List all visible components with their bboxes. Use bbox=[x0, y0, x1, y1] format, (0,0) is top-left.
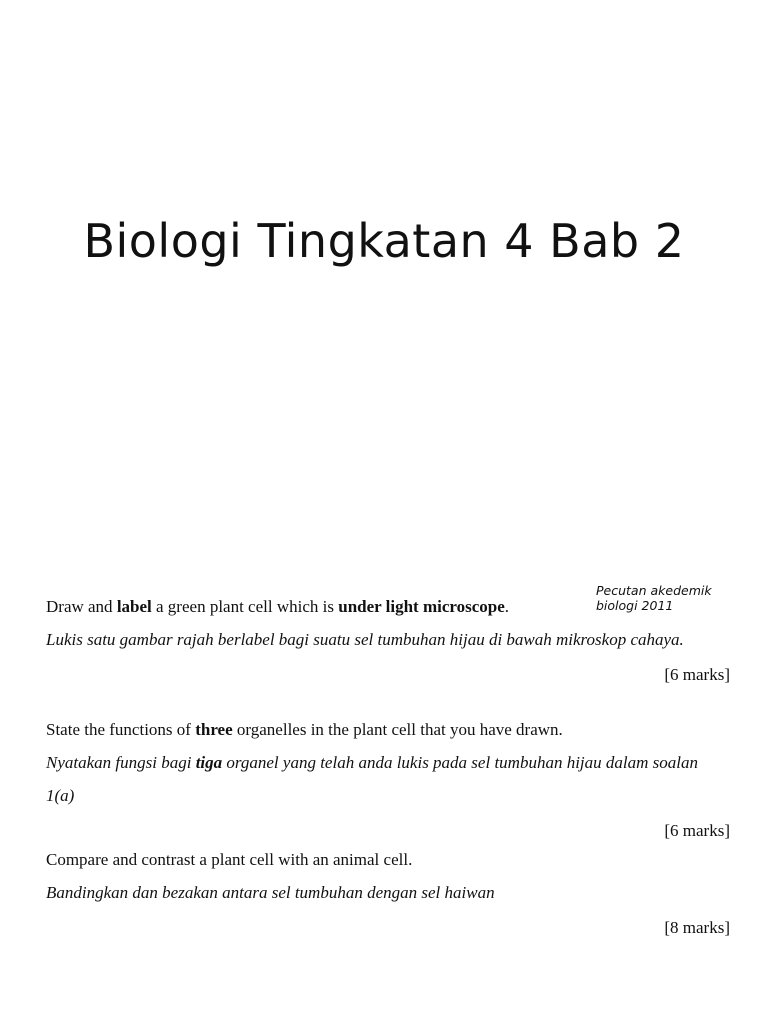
question-1-marks: [6 marks] bbox=[664, 665, 730, 684]
question-2-malay bbox=[46, 746, 730, 812]
text-run: Nyatakan fungsi bagi bbox=[46, 753, 196, 772]
question-2-english bbox=[46, 713, 730, 746]
text-run: organel yang telah anda lukis pada sel tumbuhan hijau dalam soalan 1(a) bbox=[46, 753, 698, 805]
question-3-malay: Bandingkan dan bezakan antara sel tumbuhan dengan sel haiwan bbox=[46, 883, 495, 902]
source-note-line-1: Pecutan akedemik bbox=[596, 583, 712, 598]
emphasis-three: three bbox=[195, 720, 233, 739]
question-3-english: Compare and contrast a plant cell with an animal cell. bbox=[46, 850, 413, 869]
text-run: State the functions of bbox=[46, 720, 196, 739]
question-1-malay: Lukis satu gambar rajah berlabel bagi suatu sel tumbuhan hijau di bawah mikroskop cahaya. bbox=[46, 630, 684, 649]
emphasis-tiga: tiga bbox=[195, 753, 223, 772]
question-3 bbox=[46, 843, 730, 944]
emphasis-microscope: under light microscope bbox=[338, 597, 505, 616]
question-1 bbox=[46, 590, 730, 691]
text-run: . bbox=[504, 597, 510, 616]
emphasis-label: label bbox=[116, 597, 152, 616]
question-2 bbox=[46, 713, 730, 847]
question-1-english bbox=[46, 590, 730, 623]
question-2-marks: [6 marks] bbox=[664, 821, 730, 840]
text-run: Draw and bbox=[46, 597, 117, 616]
text-run: organelles in the plant cell that you have drawn. bbox=[232, 720, 563, 739]
source-note-line-2: biologi 2011 bbox=[596, 598, 674, 613]
question-3-marks: [8 marks] bbox=[664, 918, 730, 937]
text-run: a green plant cell which is bbox=[151, 597, 339, 616]
page-title: Biologi Tingkatan 4 Bab 2 bbox=[83, 214, 685, 268]
